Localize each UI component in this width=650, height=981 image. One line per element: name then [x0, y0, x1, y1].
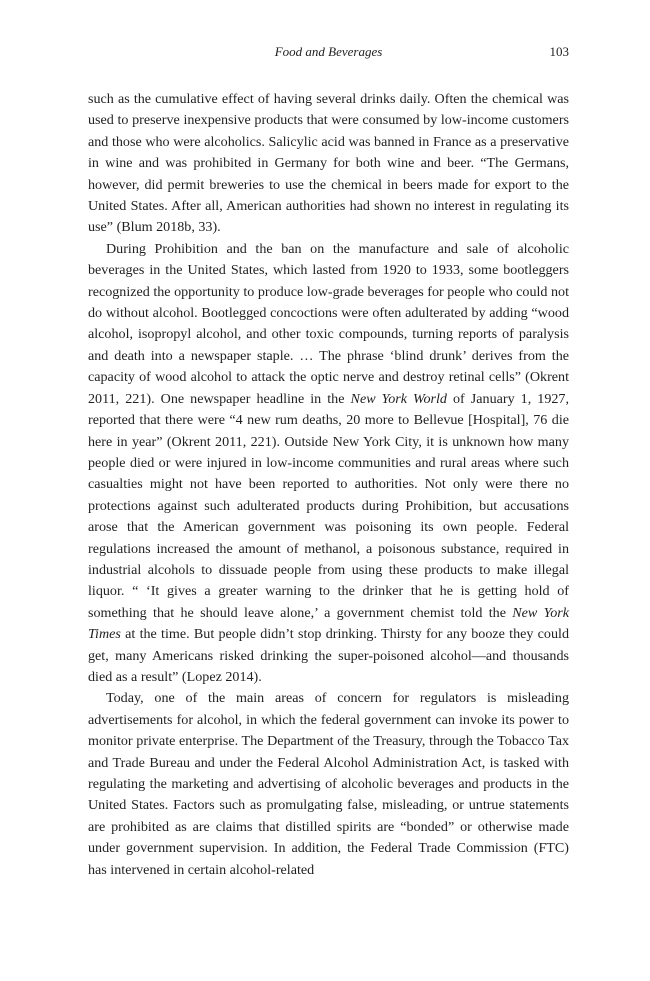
- paragraph-continuation: such as the cumulative effect of having several drinks daily. Often the chemical was used to preserve inexpensive products that were consumed by low-income customers and those who were alcoholics. Salicylic acid was banned in France as a preservative in wine and was prohibited in Germany for both wine and beer. “The Germans, however, did permit breweries to use the chemical in beers made for export to the United States. After all, American authorities had shown no interest in regulating its use” (Blum 2018b, 33).: [88, 91, 569, 236]
- prohibition-text-part-1: During Prohibition and the ban on the manufacture and sale of alcoholic beverages in the United States, which lasted from 1920 to 1933, some bootleggers recognized the opportunity to produce low-grade beverages for people who could not do without alcohol. Bootlegged concoctions were often adulterated by adding “wood alcohol, isopropyl alcohol, and other toxic compounds, turning reports of paralysis and death into a newspaper staple. … The phrase ‘blind drunk’ derives from the capacity of wood alcohol to attack the optic nerve and destroy retinal cells” (Okrent 2011, 221). One newspaper headline in the: [88, 240, 569, 407]
- page-number: 103: [549, 44, 569, 59]
- running-title: Food and Beverages: [274, 44, 383, 59]
- paragraph-advertising-regulation: Today, one of the main areas of concern for regulators is misleading advertisements for alcohol, in which the federal government can invoke its power to monitor private enterprise. The Department of the Treasury, through the Tobacco Tax and Trade Bureau and under the Federal Alcohol Administration Act, is tasked with regulating the marketing and advertising of alcoholic beverages and products in the United States. Factors such as promulgating false, misleading, or untrue statements are prohibited as are claims that distilled spirits are “bonded” or otherwise made under government supervision. In addition, the Federal Trade Commission (FTC) has intervened in certain alcohol-related: [88, 690, 569, 878]
- paragraph-prohibition: [88, 239, 569, 689]
- body-text: [88, 89, 569, 881]
- running-head: [88, 44, 569, 64]
- newspaper-title-new-york-times: New York Times: [88, 604, 569, 643]
- prohibition-text-part-2: of January 1, 1927, reported that there were “4 new rum deaths, 20 more to Bellevue [Hospital], 76 die here in year” (Okrent 2011, 221). Outside New York City, it is unknown how many people died or were injured in low-income communities and rural areas where such casualties might not have been reported to authorities. Not only were there no protections against such adulterated products during Prohibition, but accusations arose that the American government was poisoning its own people. Federal regulations increased the amount of methanol, a poisonous substance, required in industrial alcohols to dissuade people from using these products to make illegal liquor. “ ‘It gives a greater warning to the drinker that he is getting hold of something that he should leave alone,’ a government chemist told the: [88, 390, 570, 621]
- newspaper-title-new-york-world: New York World: [350, 390, 447, 407]
- prohibition-text-part-3: at the time. But people didn’t stop drinking. Thirsty for any booze they could get, many Americans risked drinking the super-poisoned alcohol—and thousands died as a result” (Lopez 2014).: [88, 626, 569, 685]
